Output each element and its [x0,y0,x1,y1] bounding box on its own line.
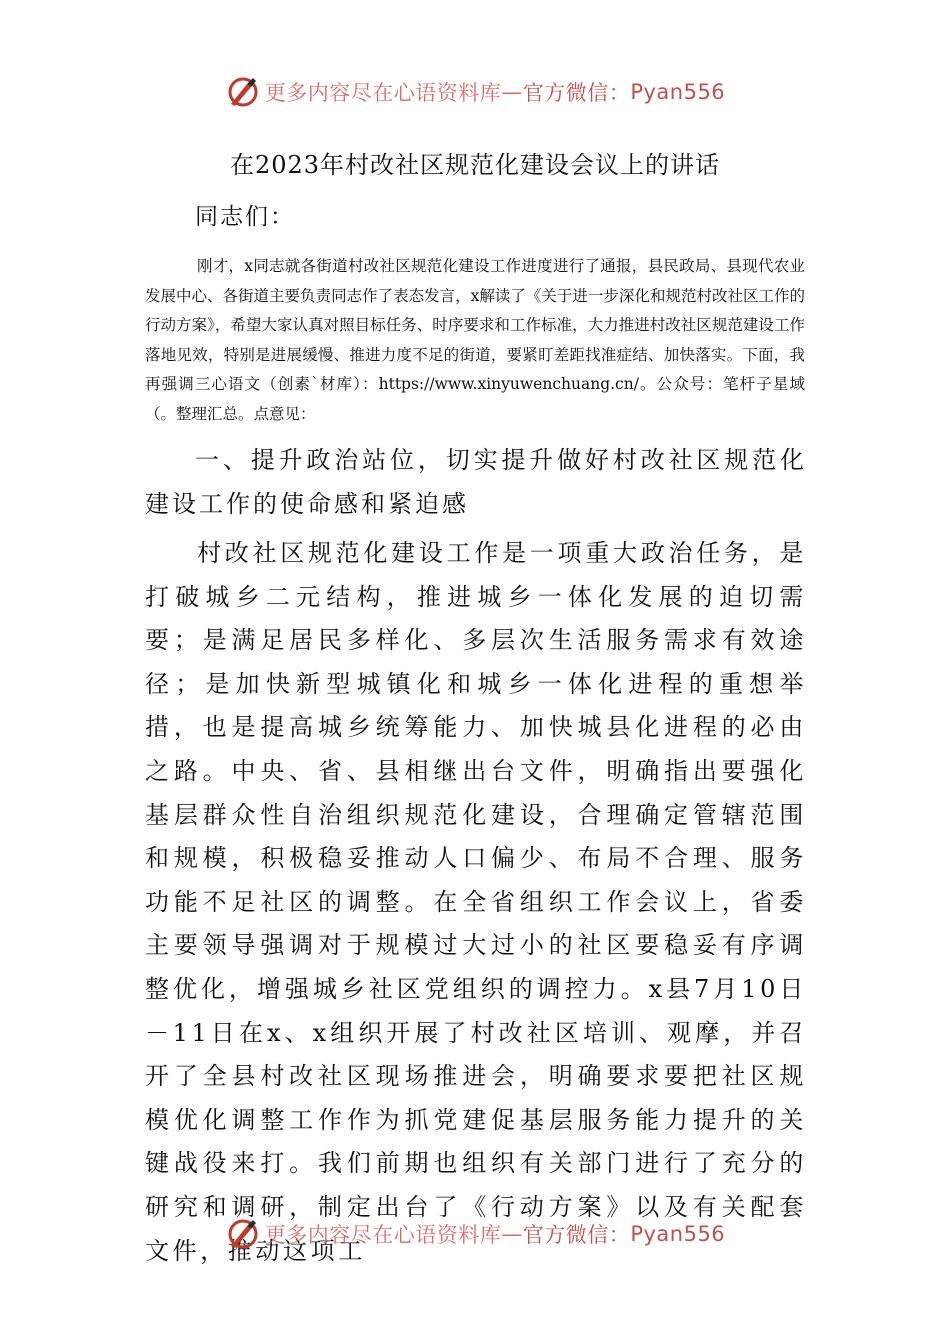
banner-wechat-id: Pyan556 [630,1222,726,1246]
banner-main-text: 更多内容尽在心语资料库 [264,81,502,105]
intro-paragraph: 刚才，x同志就各街道村改社区规范化建设工作进度进行了通报，县民政局、县现代农业发展中心、各街道主要负责同志作了表态发言，x解读了《关于进一步深化和规范村改社区工作的行动方案》，希望大家认真对照目标任务、时序要求和工作标准，大力推进村改社区规范建设工作落地见效，特别是进展缓慢、推进力度不足的街道，要紧盯差距找准症结、加快落实。下面，我再强调三心语文（创素`材库）：https://www.xinyuwenchuang.cn/。公众号：笔杆子星域（。整理汇总。点意见： [145,257,805,423]
greeting: 同志们： [195,204,295,230]
footer-watermark-banner [0,1214,950,1254]
banner-wechat-label: 官方微信： [522,81,631,105]
banner-wechat-label: 官方微信： [522,1223,631,1247]
banner-wechat-id: Pyan556 [630,80,726,104]
brush-logo-icon [225,1216,261,1252]
section-body-1: 村改社区规范化建设工作是一项重大政治任务，是打破城乡二元结构，推进城乡一体化发展的迫切需要；是满足居民多样化、多层次生活服务需求有效途径；是加快新型城镇化和城乡一体化进程的重想举措，也是提高城乡统筹能力、加快城县化进程的必由之路。中央、省、县相继出台文件，明确指出要强化基层群众性自治组织规范化建设，合理确定管辖范围和规模，积极稳妥推动人口偏少、布局不合理、服务功能不足社区的调整。在全省组织工作会议上，省委主要领导强调对于规模过大过小的社区要稳妥有序调整优化，增强城乡社区党组织的调控力。x县7月10日－11日在x、x组织开展了村改社区培训、观摩，并召开了全县村改社区现场推进会，明确要求要把社区规模优化调整工作作为抓党建促基层服务能力提升的关键战役来打。我们前期也组织有关部门进行了充分的研究和调研，制定出台了《行动方案》以及有关配套文件，推动这项工 [145,539,807,1265]
banner-main-text: 更多内容尽在心语资料库 [264,1223,502,1247]
banner-dash: — [501,1222,523,1246]
header-watermark-banner [0,72,950,112]
document-title: 在2023年村改社区规范化建设会议上的讲话 [229,151,721,179]
section-heading-1: 一、提升政治站位，切实提升做好村改社区规范化建设工作的使命感和紧迫感 [145,446,807,518]
brush-logo-icon [225,74,261,110]
banner-dash: — [501,80,523,104]
